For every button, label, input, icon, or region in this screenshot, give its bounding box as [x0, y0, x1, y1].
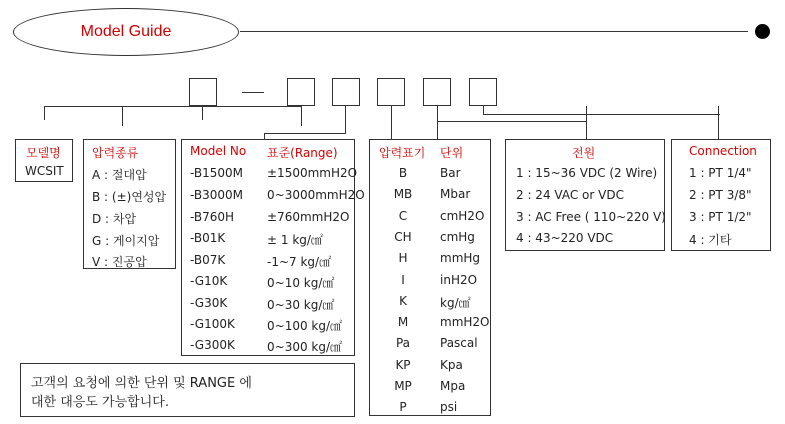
range-value: ±760mmH2O [267, 210, 350, 224]
slot-pressure-type [287, 78, 315, 106]
range-model: -G300K [190, 338, 235, 352]
unit-code: H [398, 251, 408, 265]
unit-name: Kpa [440, 358, 463, 372]
power-box [505, 139, 665, 251]
unit-name: mmH2O [440, 315, 490, 329]
unit-name: cmHg [440, 230, 475, 244]
range-box [181, 139, 365, 356]
unit-name: Pascal [440, 336, 478, 350]
unit-code: M [397, 315, 409, 329]
model-name-value: WCSIT [25, 164, 64, 178]
range-model: -B760H [190, 210, 235, 224]
range-model: -B07K [190, 253, 226, 267]
connector-connection-v [483, 106, 719, 139]
pressure-type-item: G : 게이지압 [92, 234, 160, 248]
slot-dash [242, 92, 264, 93]
power-item: 3 : AC Free ( 110~220 V) [516, 210, 666, 224]
power-item: 4 : 43~220 VDC [516, 231, 614, 245]
connector-range-a [264, 106, 346, 134]
slot-unit [377, 78, 405, 106]
range-value: ± 1 kg/㎠ [267, 233, 323, 247]
range-value: 0~100 kg/㎠ [267, 319, 343, 333]
title-oval [13, 8, 239, 56]
unit-code: C [398, 209, 408, 223]
connector-power-v [437, 106, 438, 121]
unit-code: KP [395, 358, 411, 372]
connection-header: Connection [689, 144, 757, 158]
unit-code: Pa [395, 336, 411, 350]
rule-end-dot [755, 24, 770, 39]
power-item: 1 : 15~36 VDC (2 Wire) [516, 166, 658, 180]
range-model: -G10K [190, 274, 228, 288]
pressure-type-item: D : 차압 [92, 212, 137, 226]
range-value: 0~30 kg/㎠ [267, 298, 335, 312]
range-model: -B01K [190, 231, 226, 245]
unit-code: B [398, 166, 408, 180]
connection-box [671, 139, 771, 251]
unit-name: Mbar [440, 187, 471, 201]
pressure-type-item: V : 진공압 [92, 255, 147, 269]
unit-code: MP [394, 379, 412, 393]
slot-power [423, 78, 451, 106]
unit-name: Bar [440, 166, 461, 180]
unit-name: psi [440, 400, 458, 414]
page-title: Model Guide [80, 23, 172, 40]
range-model: -G100K [190, 317, 235, 331]
range-model: -B3000M [190, 188, 244, 202]
range-model: -B1500M [190, 166, 244, 180]
unit-header-code: 압력표기 [379, 146, 426, 160]
connector-connection-h [483, 114, 720, 115]
unit-code: CH [394, 230, 412, 244]
pressure-type-item: B : (±)연성압 [92, 190, 167, 204]
note-box [20, 363, 355, 417]
slot-model [189, 78, 217, 106]
unit-name: mmHg [440, 251, 481, 265]
unit-header-unit: 단위 [440, 146, 464, 160]
pressure-type-item: A : 절대압 [92, 168, 147, 182]
connector-connection-stub [483, 106, 484, 114]
unit-name: inH2O [440, 273, 478, 287]
range-header-range: 표준(Range) [267, 146, 338, 160]
note-line-2: 대한 대응도 가능합니다. [31, 395, 169, 410]
unit-code: K [399, 294, 407, 308]
unit-box [369, 139, 491, 416]
range-value: ±1500mmH2O [267, 166, 358, 180]
pressure-type-header: 압력종류 [92, 146, 139, 160]
unit-name: kg/㎠ [440, 296, 471, 310]
connection-item: 4 : 기타 [689, 233, 732, 247]
model-name-header: 모델명 [26, 146, 61, 160]
power-header: 전원 [572, 146, 596, 160]
range-value: -1~7 kg/㎠ [267, 255, 332, 269]
unit-code: MB [393, 187, 413, 201]
model-name-box [15, 139, 73, 182]
range-value: 0~3000mmH2O [267, 188, 365, 202]
connection-item: 1 : PT 1/4" [689, 166, 752, 180]
connection-item: 3 : PT 1/2" [689, 210, 752, 224]
connector-unit [391, 106, 392, 139]
unit-name: Mpa [440, 379, 466, 393]
unit-code: I [401, 273, 405, 287]
unit-code: P [399, 400, 407, 414]
range-header-model: Model No [190, 144, 247, 158]
note-line-1: 고객의 요청에 의한 단위 및 RANGE 에 [31, 376, 252, 391]
connection-item: 2 : PT 3/8" [689, 188, 752, 202]
range-value: 0~10 kg/㎠ [267, 276, 335, 290]
range-value: 0~300 kg/㎠ [267, 340, 343, 354]
title-rule [240, 31, 748, 32]
slot-connection [469, 78, 497, 106]
range-model: -G30K [190, 296, 228, 310]
unit-name: cmH2O [440, 209, 485, 223]
power-item: 2 : 24 VAC or VDC [516, 188, 624, 202]
pressure-type-box [83, 139, 176, 269]
slot-range [332, 78, 360, 106]
